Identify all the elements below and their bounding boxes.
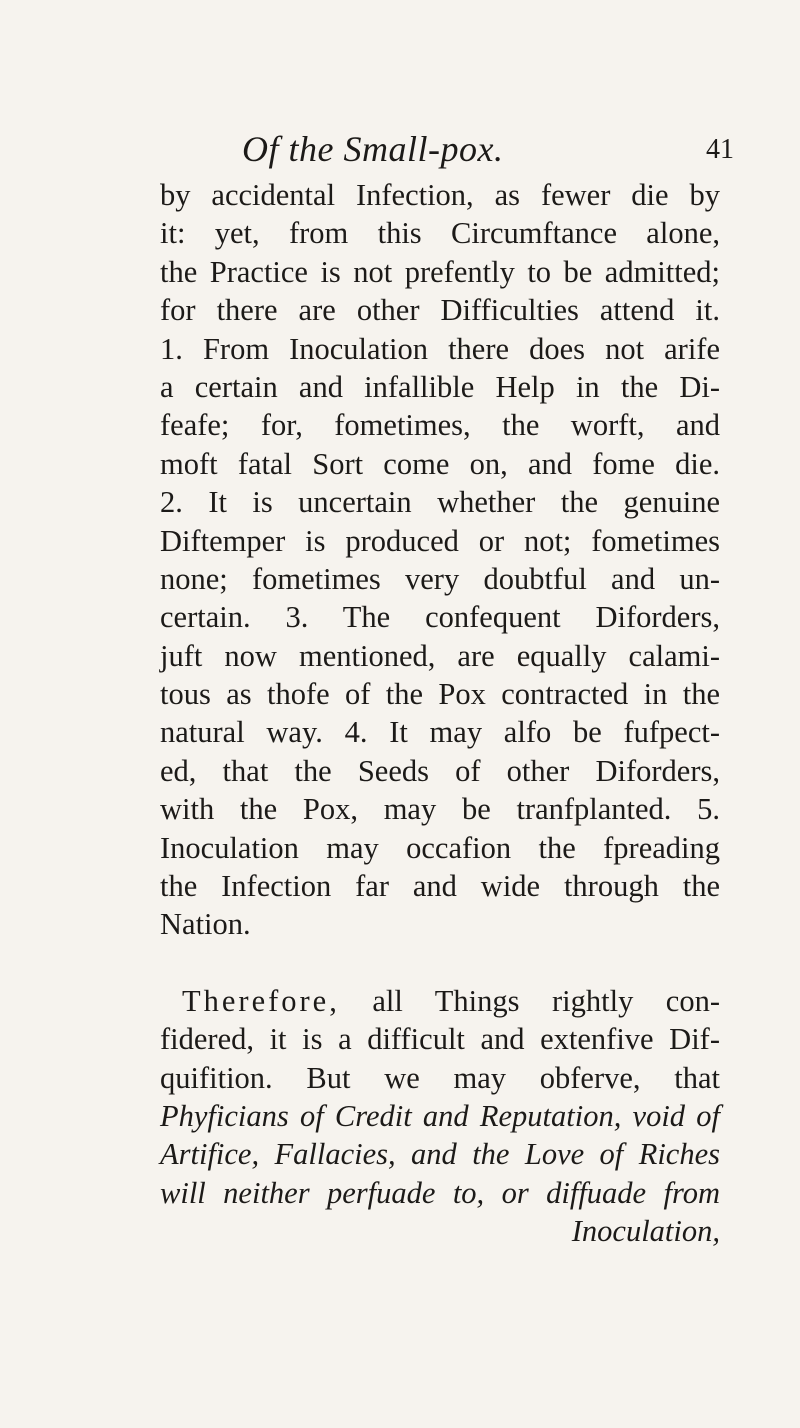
- text-line: feafe; for, fometimes, the worft, and: [160, 408, 720, 443]
- text-line: with the Pox, may be tranfplanted. 5.: [160, 792, 720, 827]
- text-line: for there are other Difficulties attend it.: [160, 293, 720, 328]
- text-line: none; fometimes very doubtful and un-: [160, 561, 720, 596]
- catchword-line: Inoculation,: [571, 1214, 720, 1249]
- text-line: [160, 982, 720, 1020]
- small-caps-opening: Therefore,: [182, 983, 340, 1018]
- text-line: natural way. 4. It may alfo be fufpect-: [160, 715, 720, 750]
- text-line: Inoculation may occafion the fpreading: [160, 830, 720, 865]
- text-line: by accidental Infection, as fewer die by: [160, 178, 720, 212]
- text-line: ed, that the Seeds of other Diforders,: [160, 753, 720, 788]
- paragraph-1: [160, 176, 720, 944]
- page-number: 41: [706, 134, 734, 165]
- text-line: 1. From Inoculation there does not arife: [160, 331, 720, 366]
- body-text: [160, 176, 720, 1251]
- text-line: the Practice is not prefently to be admitted;: [160, 254, 720, 289]
- italic-text-line: Artifice, Fallacies, and the Love of Riches: [160, 1137, 720, 1172]
- running-title: Of the Small-pox.: [242, 129, 504, 169]
- text-line: moft fatal Sort come on, and fome die.: [160, 446, 720, 481]
- italic-text-line: Phyficians of Credit and Reputation, void of: [160, 1098, 720, 1133]
- text-line: 2. It is uncertain whether the genuine: [160, 485, 720, 520]
- italic-text-line: will neither perfuade to, or diffuade from: [160, 1175, 720, 1210]
- text-span: all Things rightly con-: [372, 983, 721, 1018]
- paragraph-gap: [160, 944, 720, 982]
- text-line: Nation.: [160, 907, 251, 942]
- text-line: juft now mentioned, are equally calami-: [160, 638, 720, 673]
- text-line: the Infection far and wide through the: [160, 869, 720, 904]
- text-line: certain. 3. The confequent Diforders,: [160, 600, 720, 635]
- text-line: it: yet, from this Circumftance alone,: [160, 216, 720, 251]
- text-line: Diftemper is produced or not; fometimes: [160, 523, 720, 558]
- text-line: a certain and infallible Help in the Di-: [160, 369, 720, 404]
- text-line: fidered, it is a difficult and extenfive Dif-: [160, 1022, 720, 1057]
- text-line: tous as thofe of the Pox contracted in the: [160, 677, 720, 712]
- paragraph-2: [160, 982, 720, 1251]
- text-line: quifition. But we may obferve, that: [160, 1060, 720, 1095]
